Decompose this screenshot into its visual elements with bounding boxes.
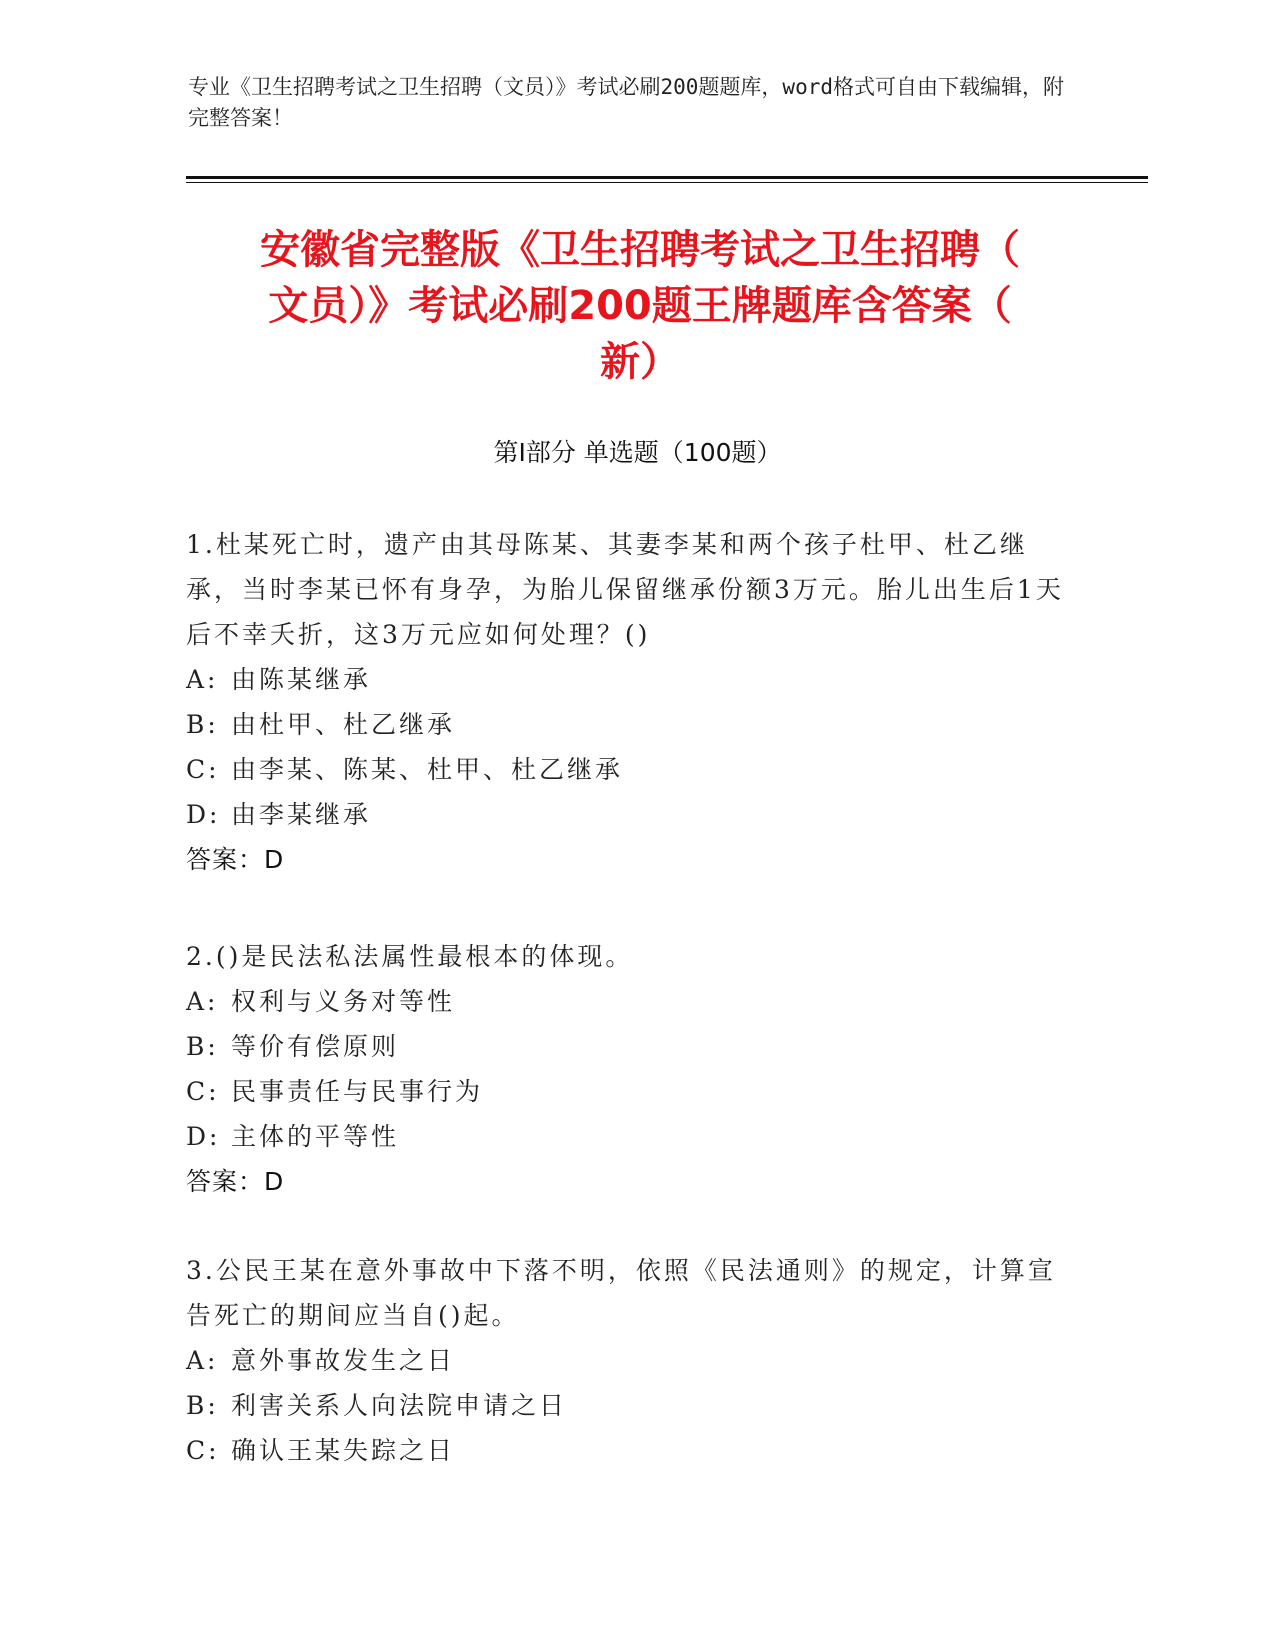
option-text: 等价有偿原则 [231, 1032, 400, 1061]
option-text: 由李某继承 [231, 800, 372, 829]
question-1 [186, 522, 1066, 882]
option-b [186, 1383, 1066, 1428]
option-text: 确认王某失踪之日 [231, 1436, 456, 1465]
option-c [186, 747, 1066, 792]
question-3 [186, 1248, 1066, 1473]
option-key: B: [186, 1032, 219, 1061]
question-2 [186, 934, 1066, 1204]
option-key: C: [186, 1436, 220, 1465]
option-b [186, 702, 1066, 747]
answer-line: 答案：D [186, 1167, 285, 1196]
option-key: C: [186, 1077, 220, 1106]
option-text: 由李某、陈某、杜甲、杜乙继承 [231, 755, 624, 784]
option-c [186, 1428, 1066, 1473]
option-a [186, 1338, 1066, 1383]
option-key: A: [186, 987, 219, 1016]
option-key: D: [186, 1122, 221, 1151]
header-note: 专业《卫生招聘考试之卫生招聘（文员）》考试必刷200题题库，word格式可自由下载编辑，附完整答案！ [188, 75, 1064, 130]
option-d [186, 792, 1066, 837]
option-d [186, 1114, 1066, 1159]
document-title-line-1: 安徽省完整版《卫生招聘考试之卫生招聘（ [260, 227, 1020, 273]
option-a [186, 657, 1066, 702]
option-key: B: [186, 710, 219, 739]
option-a [186, 979, 1066, 1024]
answer-line: 答案：D [186, 845, 285, 874]
question-stem: 1.杜某死亡时，遗产由其母陈某、其妻李某和两个孩子杜甲、杜乙继承，当时李某已怀有身孕，为胎儿保留继承份额3万元。胎儿出生后1天后不幸夭折，这3万元应如何处理？() [186, 530, 1064, 649]
document-title-line-2: 文员）》考试必刷200题王牌题库含答案（ [268, 283, 1012, 329]
option-c [186, 1069, 1066, 1114]
option-key: A: [186, 665, 219, 694]
option-text: 民事责任与民事行为 [231, 1077, 484, 1106]
option-text: 主体的平等性 [231, 1122, 400, 1151]
document-title-line-3: 新） [600, 339, 680, 385]
option-key: C: [186, 755, 220, 784]
option-b [186, 1024, 1066, 1069]
question-stem: 2.()是民法私法属性最根本的体现。 [186, 942, 634, 971]
option-key: A: [186, 1346, 219, 1375]
option-key: D: [186, 800, 221, 829]
question-stem: 3.公民王某在意外事故中下落不明，依照《民法通则》的规定，计算宣告死亡的期间应当自()起。 [186, 1256, 1056, 1330]
option-text: 意外事故发生之日 [231, 1346, 456, 1375]
option-text: 由陈某继承 [231, 665, 372, 694]
section-title: 第Ⅰ部分 单选题（100题） [493, 438, 782, 467]
document-title [180, 222, 1100, 390]
option-key: B: [186, 1391, 219, 1420]
header-divider-thick [186, 176, 1148, 179]
option-text: 权利与义务对等性 [231, 987, 456, 1016]
header-divider-thin [186, 182, 1148, 183]
option-text: 由杜甲、杜乙继承 [231, 710, 456, 739]
option-text: 利害关系人向法院申请之日 [231, 1391, 568, 1420]
